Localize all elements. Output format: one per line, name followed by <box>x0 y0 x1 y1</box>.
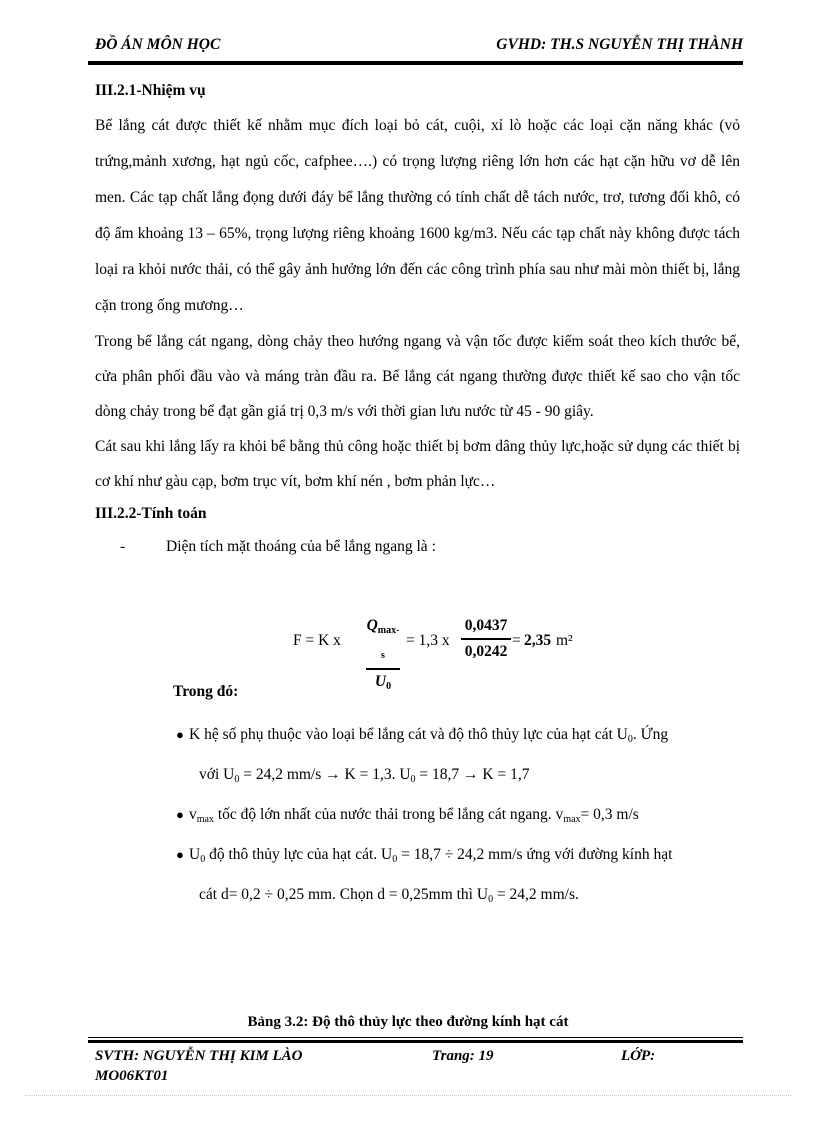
fraction-2-denominator: 0,0242 <box>464 642 508 660</box>
header-course-title: ĐỒ ÁN MÔN HỌC <box>95 36 221 53</box>
footer-class-label: LỚP: <box>621 1048 656 1064</box>
formula-fraction-2 <box>461 616 511 662</box>
formula-unit: m² <box>556 632 573 649</box>
dash-marker: - <box>120 538 126 555</box>
fraction-bar <box>461 638 511 640</box>
fraction-1-denominator: $U_0$ <box>374 672 392 692</box>
list-item: ● $U_0$ độ thô thủy lực của hạt cát. $U_0 = 18,7 \div 24,2$ mm/s ứng với đường kính hạt cát d= 0,2 ÷ 0,25 mm. Chọn d = 0,25mm thì $U_0 = 24,2$ mm/s. <box>173 837 740 917</box>
bullet-icon: ● <box>176 807 184 822</box>
formula-fraction-1 <box>366 616 400 697</box>
formula-lhs: F = K x <box>293 632 341 649</box>
fraction-1-numerator: $Q_{max-s}$ <box>366 617 400 661</box>
page-header <box>95 36 743 60</box>
paragraph-2: Trong bể lắng cát ngang, dòng chảy theo hướng ngang và vận tốc được kiểm soát theo kích thước bể, cửa phân phối đầu vào và máng tràn đầu ra. Bể lắng cát ngang thường được thiết kế sao cho vận tốc dòng chảy trong bể đạt gần giá trị 0,3 m/s với thời gian lưu nước từ 45 - 90 giây. <box>95 333 740 420</box>
footer-page-number: Trang: 19 <box>432 1048 494 1064</box>
definitions-list <box>173 717 740 917</box>
where-label: Trong đó: <box>173 683 239 700</box>
paragraph-3: Cát sau khi lắng lấy ra khỏi bể bằng thủ công hoặc thiết bị bơm dâng thủy lực,hoặc sử dụng các thiết bị cơ khí như gàu cạp, bơm trục vít, bơm khí nén , bơm phản lực… <box>95 438 740 490</box>
header-rule <box>88 61 743 65</box>
page-bottom-divider <box>25 1095 791 1096</box>
footer-class-code: MO06KT01 <box>95 1068 169 1084</box>
section-heading-nhiem-vu: III.2.1-Nhiệm vụ <box>95 82 206 99</box>
header-instructor: GVHD: TH.S NGUYỄN THỊ THÀNH <box>496 36 743 53</box>
formula-result: 2,35 <box>524 632 552 649</box>
list-item-dash <box>95 529 740 565</box>
formula-equals: = <box>512 632 521 649</box>
footer-student: SVTH: NGUYỄN THỊ KIM LÀO <box>95 1048 303 1064</box>
table-caption: Bảng 3.2: Độ thô thủy lực theo đường kính hạt cát <box>247 1014 569 1030</box>
list-item: ● K hệ số phụ thuộc vào loại bể lắng cát và độ thô thủy lực của hạt cát $U_0$. Ứng với $U_0 = 24,2$ mm/s → K = 1,3. $U_0 = 18,7 \to K = 1,7$ <box>173 717 740 797</box>
bullet-icon: ● <box>176 847 184 862</box>
list-item: ● $v_{max}$ tốc độ lớn nhất của nước thải trong bể lắng cát ngang. $v_{max}= 0,3$ m/s <box>173 797 740 837</box>
list-item-text: Diện tích mặt thoáng của bể lắng ngang là : <box>166 538 436 555</box>
paragraph-1: Bể lắng cát được thiết kế nhằm mục đích loại bỏ cát, cuội, xỉ lò hoặc các loại cặn năng khác (vỏ trứng,mảnh xương, hạt ngủ cốc, cafphee….) có trọng lượng riêng lớn hơn các hạt cặn hữu vơ dễ lên men. Các tạp chất lắng đọng dưới đáy bể lắng thường có tính chất dễ tách nước, trơ, tương đối khô, có độ ẩm khoảng 13 – 65%, trọng lượng riêng khoảng 1600 kg/m3. Nếu các tạp chất này không được tách loại ra khỏi nước thải, có thể gây ảnh hưởng lớn đến các công trình phía sau như mài mòn thiết bị, lắng cặn trong ống mương… <box>95 117 740 314</box>
formula-mid: = 1,3 x <box>406 632 450 649</box>
bullet-icon: ● <box>176 727 184 742</box>
document-body <box>95 78 740 565</box>
section-heading-tinh-toan: III.2.2-Tính toán <box>95 505 207 522</box>
footer-rule <box>88 1037 743 1043</box>
fraction-2-numerator: 0,0437 <box>464 617 508 634</box>
fraction-bar <box>366 668 400 670</box>
